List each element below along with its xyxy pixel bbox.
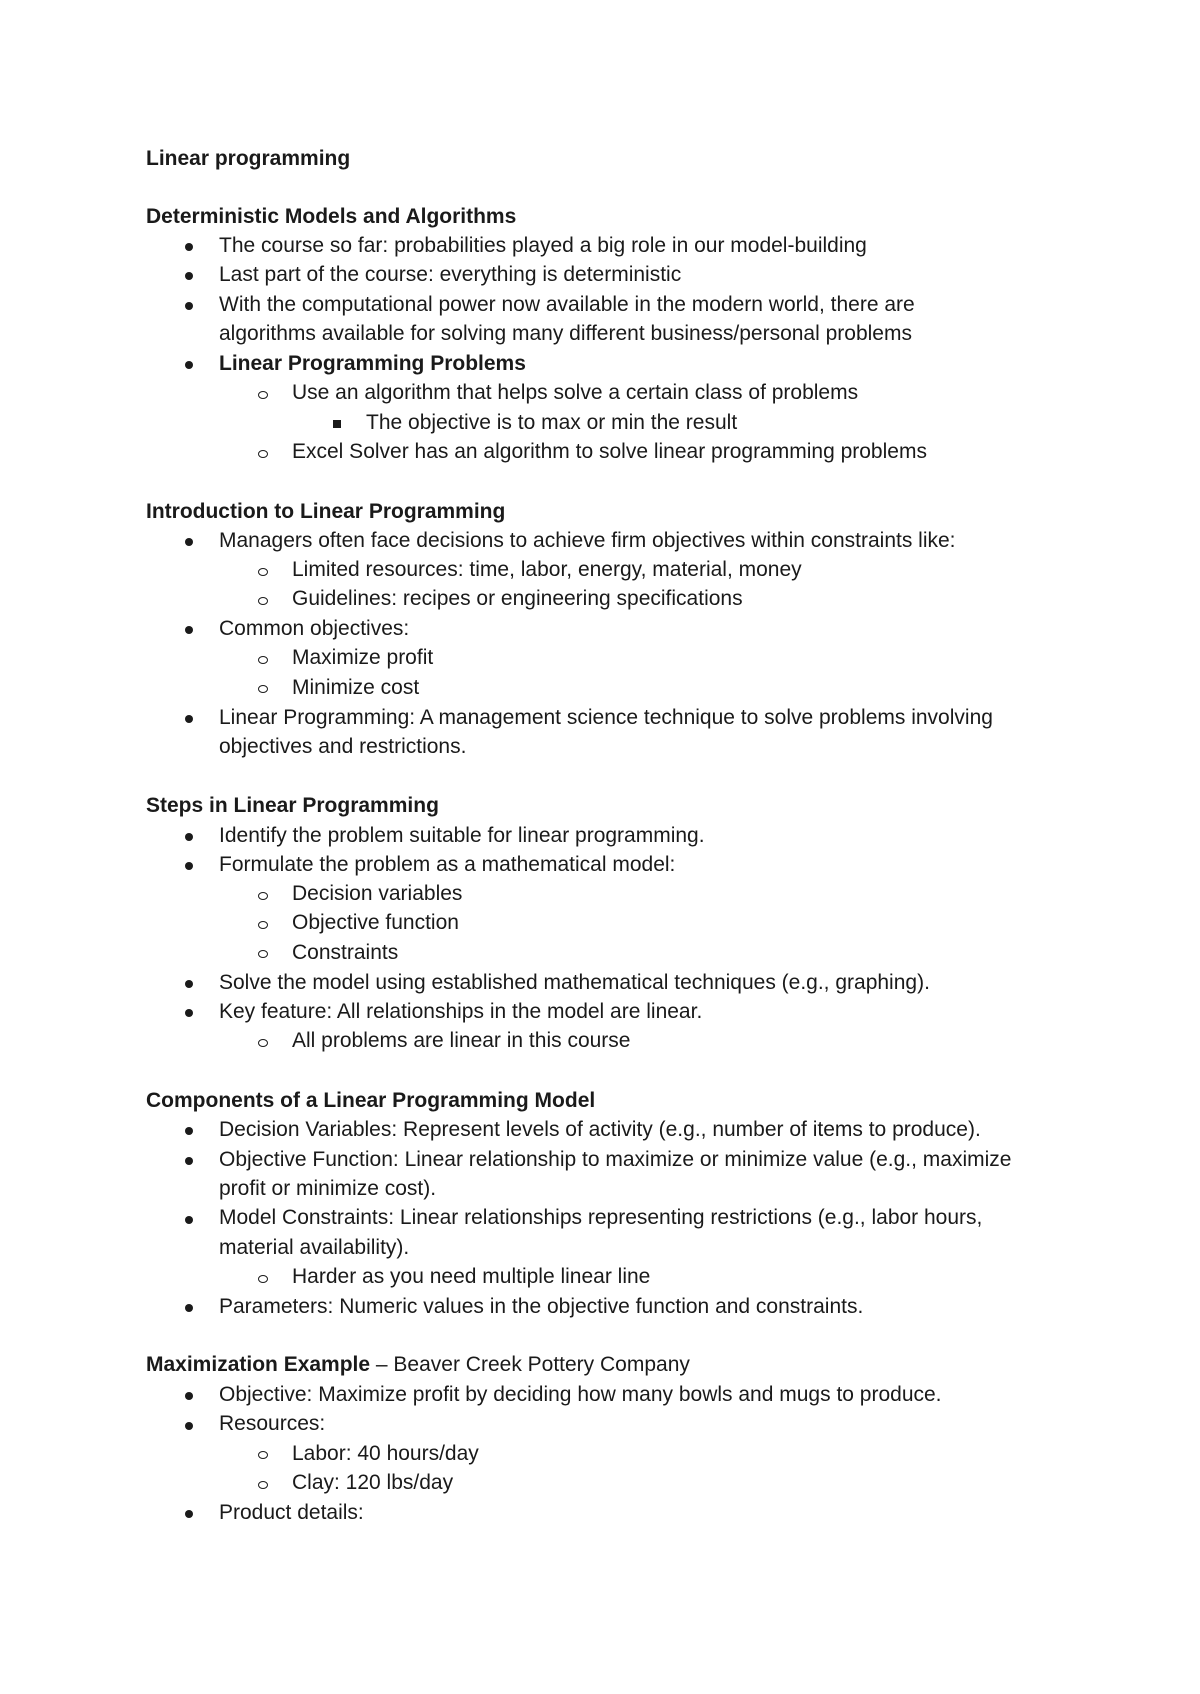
list-item: Maximize profit: [292, 646, 434, 669]
list-item: Formulate the problem as a mathematical model:: [219, 853, 676, 876]
bullet-disc: [185, 980, 193, 988]
bullet-disc: [185, 361, 193, 369]
list-item: Objective function: [292, 911, 459, 934]
bullet-circle: [258, 1275, 268, 1283]
list-item: The objective is to max or min the result: [366, 411, 738, 434]
bullet-disc: [185, 1392, 193, 1400]
bullet-circle: [258, 1039, 268, 1047]
list-item: Clay: 120 lbs/day: [292, 1471, 454, 1494]
bullet-disc: [185, 1510, 193, 1518]
bullet-circle: [258, 656, 268, 664]
bullet-disc: [185, 1216, 193, 1224]
bullet-disc: [185, 1157, 193, 1165]
list-item: Key feature: All relationships in the model are linear.: [219, 1000, 703, 1023]
section-heading-rest: – Beaver Creek Pottery Company: [370, 1353, 690, 1376]
bullet-circle: [258, 921, 268, 929]
bullet-circle: [258, 568, 268, 576]
list-item-continued: objectives and restrictions.: [219, 735, 467, 758]
list-item: Objective: Maximize profit by deciding how many bowls and mugs to produce.: [219, 1383, 942, 1406]
list-item: Minimize cost: [292, 676, 420, 699]
bullet-circle: [258, 391, 268, 399]
list-item: Linear Programming: A management science technique to solve problems involving: [219, 706, 993, 729]
section-heading: Components of a Linear Programming Model: [146, 1089, 596, 1112]
list-item: Excel Solver has an algorithm to solve linear programming problems: [292, 440, 927, 463]
bullet-circle: [258, 685, 268, 693]
list-item: Product details:: [219, 1501, 364, 1524]
bullet-disc: [185, 302, 193, 310]
bullet-disc: [185, 1304, 193, 1312]
bullet-circle: [258, 1451, 268, 1459]
list-item: Decision Variables: Represent levels of activity (e.g., number of items to produce).: [219, 1118, 981, 1141]
document-title: Linear programming: [146, 147, 351, 170]
list-item: Model Constraints: Linear relationships representing restrictions (e.g., labor hours,: [219, 1206, 983, 1229]
bullet-disc: [185, 1127, 193, 1135]
list-item: With the computational power now available in the modern world, there are: [219, 293, 915, 316]
bullet-disc: [185, 243, 193, 251]
list-item: Harder as you need multiple linear line: [292, 1265, 651, 1288]
list-item: All problems are linear in this course: [292, 1029, 631, 1052]
bullet-disc: [185, 1422, 193, 1430]
list-item: Resources:: [219, 1412, 326, 1435]
bullet-disc: [185, 862, 193, 870]
bullet-disc: [185, 1009, 193, 1017]
bullet-square: [333, 420, 341, 428]
list-item: Constraints: [292, 941, 399, 964]
section-heading: Deterministic Models and Algorithms: [146, 205, 517, 228]
section-heading: Introduction to Linear Programming: [146, 500, 506, 523]
list-item: The course so far: probabilities played a big role in our model-building: [219, 234, 867, 257]
list-item-continued: profit or minimize cost).: [219, 1177, 437, 1200]
list-item: Labor: 40 hours/day: [292, 1442, 479, 1465]
bullet-circle: [258, 597, 268, 605]
list-item: Use an algorithm that helps solve a certain class of problems: [292, 381, 859, 404]
bullet-circle: [258, 950, 268, 958]
bullet-disc: [185, 626, 193, 634]
list-item-continued: material availability).: [219, 1236, 410, 1259]
bullet-circle: [258, 450, 268, 458]
section-heading: Steps in Linear Programming: [146, 794, 439, 817]
list-item: Guidelines: recipes or engineering specifications: [292, 587, 743, 610]
list-item: Linear Programming Problems: [219, 352, 526, 375]
list-item: Managers often face decisions to achieve firm objectives within constraints like:: [219, 529, 956, 552]
list-item: Limited resources: time, labor, energy, material, money: [292, 558, 802, 581]
list-item: Solve the model using established mathematical techniques (e.g., graphing).: [219, 971, 930, 994]
list-item: Parameters: Numeric values in the objective function and constraints.: [219, 1295, 864, 1318]
bullet-disc: [185, 833, 193, 841]
bullet-disc: [185, 272, 193, 280]
bullet-disc: [185, 538, 193, 546]
section-heading: [146, 1352, 690, 1378]
list-item-continued: algorithms available for solving many different business/personal problems: [219, 322, 912, 345]
section-heading-bold: Maximization Example: [146, 1353, 371, 1376]
list-item: Common objectives:: [219, 617, 410, 640]
list-item: Identify the problem suitable for linear programming.: [219, 824, 705, 847]
bullet-circle: [258, 1481, 268, 1489]
list-item: Objective Function: Linear relationship to maximize or minimize value (e.g., maximize: [219, 1148, 1012, 1171]
bullet-circle: [258, 892, 268, 900]
list-item: Last part of the course: everything is deterministic: [219, 263, 682, 286]
bullet-disc: [185, 715, 193, 723]
list-item: Decision variables: [292, 882, 463, 905]
